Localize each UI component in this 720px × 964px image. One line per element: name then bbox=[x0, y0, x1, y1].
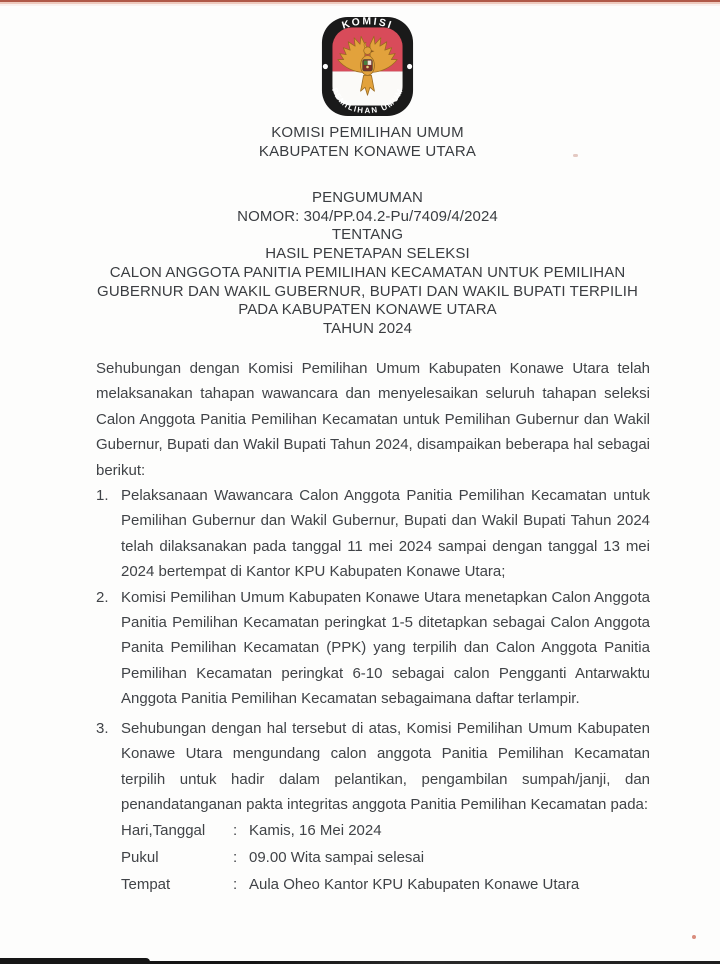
title-calon: CALON ANGGOTA PANITIA PEMILIHAN KECAMATAN UNTUK PEMILIHAN bbox=[109, 263, 626, 281]
detail-row-place bbox=[121, 872, 650, 899]
logo-right-dot bbox=[407, 64, 412, 69]
list-item-text: Sehubungan dengan hal tersebut di atas, Komisi Pemilihan Umum Kabupaten Konawe Utara mengundang calon anggota Panitia Pemilihan Kecamatan terpilih untuk hadir dalam pelantikan, pengambilan sumpah/janji, dan penandatanganan pakta integritas anggota Panitia Pemilihan Kecamatan pada: bbox=[121, 719, 650, 813]
list-item-number: 3. bbox=[96, 719, 109, 737]
announcement-title-block bbox=[0, 189, 720, 339]
scan-speck bbox=[573, 154, 578, 157]
detail-label: Tempat bbox=[121, 875, 171, 893]
logo-pemilihan-umum-text: PEMILIHAN UMUM bbox=[329, 86, 406, 116]
title-tahun: TAHUN 2024 bbox=[322, 319, 413, 337]
detail-value: 09.00 Wita sampai selesai bbox=[249, 848, 425, 866]
detail-value: Aula Oheo Kantor KPU Kabupaten Konawe Utara bbox=[249, 875, 580, 893]
detail-label: Hari,Tanggal bbox=[121, 822, 206, 840]
org-name-line1: KOMISI PEMILIHAN UMUM bbox=[271, 124, 464, 141]
intro-paragraph: Sehubungan dengan Komisi Pemilihan Umum Kabupaten Konawe Utara telah melaksanakan tahapan wawancara dan menyelesaikan seluruh tahapan seleksi Calon Anggota Panitia Pemilihan Kecamatan untuk Pemilihan Gubernur dan Wakil Gubernur, Bupati dan Wakil Bupati Tahun 2024, disampaikan beberapa hal sebagai berikut: bbox=[96, 360, 650, 479]
event-details bbox=[121, 818, 650, 898]
numbered-list bbox=[96, 483, 650, 817]
list-item-number: 2. bbox=[96, 588, 109, 606]
kpu-logo bbox=[311, 15, 424, 118]
detail-value: Kamis, 16 Mei 2024 bbox=[249, 822, 382, 840]
detail-separator: : bbox=[233, 875, 238, 893]
org-header bbox=[0, 123, 720, 161]
detail-separator: : bbox=[233, 848, 238, 866]
logo-left-dot bbox=[323, 64, 328, 69]
list-item-number: 1. bbox=[96, 487, 109, 505]
list-item-text: Pelaksanaan Wawancara Calon Anggota Panitia Pemilihan Kecamatan untuk Pemilihan Gubernur dan Wakil Gubernur, Bupati dan Wakil Bupati Tahun 2024 telah dilaksanakan pada tanggal 11 mei 2024 sampai dengan tanggal 13 mei 2024 bertempat di Kantor KPU Kabupaten Konawe Utara; bbox=[121, 487, 650, 581]
detail-row-time bbox=[121, 845, 650, 872]
kpu-logo-graphic bbox=[311, 15, 424, 118]
detail-label: Pukul bbox=[121, 848, 159, 866]
title-pengumuman: PENGUMUMAN bbox=[311, 189, 423, 206]
scan-top-edge bbox=[0, 0, 720, 9]
list-item-3 bbox=[96, 716, 650, 818]
letter-body bbox=[96, 356, 650, 898]
title-tentang: TENTANG bbox=[331, 226, 404, 244]
title-nomor: NOMOR: 304/PP.04.2-Pu/7409/4/2024 bbox=[237, 207, 498, 225]
list-item-1 bbox=[96, 483, 650, 585]
list-item-text: Komisi Pemilihan Umum Kabupaten Konawe Utara menetapkan Calon Anggota Panitia Pemilihan Kecamatan peringkat 1-5 ditetapkan sebagai Calon Anggota Panita Pemilihan Kecamatan (PPK) yang terpilih dan Calon Anggota Panitia Pemilihan Kecamatan peringkat 6-10 sebagai calon Pengganti Antarwaktu Anggota Panitia Pemilihan Kecamatan sebagaimana daftar terlampir. bbox=[121, 588, 650, 708]
title-gubernur: GUBERNUR DAN WAKIL GUBERNUR, BUPATI DAN WAKIL BUPATI TERPILIH bbox=[97, 282, 638, 300]
detail-separator: : bbox=[233, 822, 238, 840]
list-item-2 bbox=[96, 585, 650, 712]
scan-bottom-edge-corner bbox=[0, 958, 150, 964]
title-hasil: HASIL PENETAPAN SELEKSI bbox=[265, 245, 470, 263]
logo-komisi-text: KOMISI bbox=[340, 16, 395, 32]
detail-row-day-date bbox=[121, 818, 650, 845]
org-name-line2: KABUPATEN KONAWE UTARA bbox=[258, 143, 477, 160]
scan-speck bbox=[692, 935, 696, 939]
title-pada: PADA KABUPATEN KONAWE UTARA bbox=[238, 301, 497, 319]
